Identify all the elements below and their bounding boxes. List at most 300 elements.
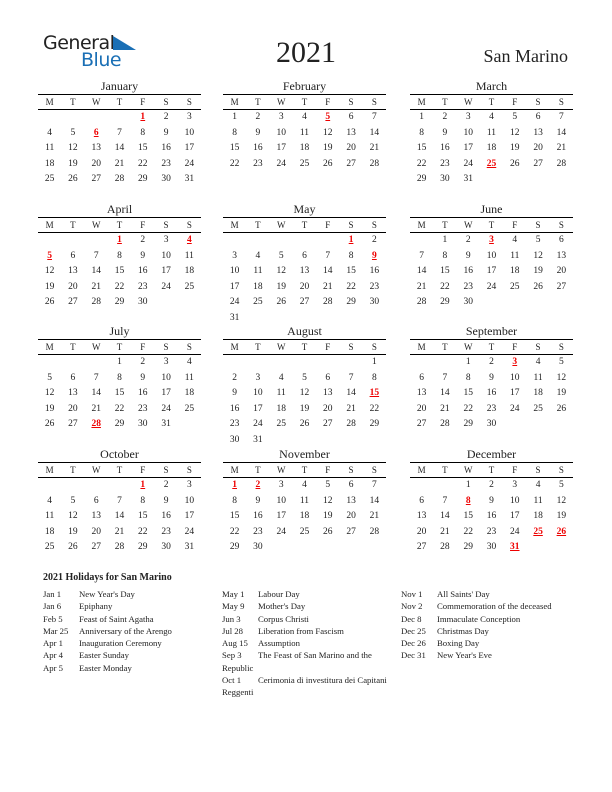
day: 14: [440, 388, 450, 398]
day: 28: [440, 419, 450, 429]
weekday-label: M: [45, 220, 54, 230]
holiday-name: Anniversary of the Arengo: [79, 625, 172, 636]
day: 19: [533, 266, 543, 276]
empty-cell: [410, 233, 433, 249]
weekday-label: T: [255, 342, 261, 352]
empty-cell: [38, 233, 61, 249]
weekday-label: S: [348, 220, 354, 230]
day: 12: [323, 127, 333, 138]
day: 24: [184, 526, 195, 537]
day: 24: [510, 403, 520, 414]
day: 15: [114, 266, 125, 276]
weekday-label: T: [255, 465, 261, 475]
day: 4: [512, 235, 518, 245]
weekday-label: S: [371, 220, 377, 230]
weekday-label: T: [488, 465, 495, 475]
day: 5: [70, 495, 76, 506]
weekday-label: T: [442, 220, 448, 230]
day: 23: [138, 403, 148, 414]
weekday-label: F: [512, 220, 518, 230]
day: 30: [463, 297, 473, 307]
day: 2: [163, 112, 169, 122]
day: 16: [486, 388, 497, 398]
day: 14: [91, 388, 101, 398]
empty-cell: [38, 355, 61, 371]
holiday-name: Corpus Christi: [258, 613, 309, 624]
holiday-date: Nov 1: [401, 589, 423, 599]
weekday-header: [38, 94, 201, 110]
weekday-label: S: [348, 342, 354, 352]
holiday-name: Inauguration Ceremony: [79, 638, 162, 649]
day: 27: [556, 281, 567, 292]
day: 21: [440, 526, 450, 537]
weekday-label: T: [255, 97, 261, 107]
day: 30: [161, 542, 171, 552]
day: 27: [91, 542, 101, 552]
month-title: June: [480, 202, 503, 216]
holiday-date: Nov 2: [401, 601, 423, 612]
day: 24: [463, 158, 473, 169]
day: 29: [346, 297, 356, 307]
day: 25: [533, 403, 543, 414]
day: 15: [440, 266, 450, 276]
holiday-item: [401, 625, 581, 637]
day: 7: [348, 372, 354, 383]
day: 23: [486, 403, 497, 414]
logo-text-general: General: [43, 32, 115, 54]
day: 8: [419, 127, 425, 138]
holiday-name: Christmas Day: [437, 625, 489, 636]
day: 31: [184, 542, 195, 552]
weekday-label: S: [371, 465, 377, 475]
day: 16: [138, 388, 148, 398]
day: 11: [184, 250, 194, 261]
day: 11: [184, 372, 194, 383]
holiday-item: [43, 613, 223, 625]
day: 4: [535, 357, 541, 367]
day: 23: [229, 419, 240, 429]
day: 14: [440, 511, 450, 521]
holiday-date: Jan 1: [43, 589, 62, 599]
day: 29: [369, 419, 380, 429]
day: 18: [184, 266, 195, 276]
day: 6: [70, 372, 76, 383]
day-grid: [410, 233, 573, 311]
empty-cell: [246, 355, 269, 371]
day: 21: [369, 143, 380, 153]
weekday-label: S: [535, 465, 541, 475]
day-grid: [38, 233, 201, 311]
holiday-name: Epiphany: [79, 601, 113, 612]
day: 29: [138, 174, 148, 184]
weekday-label: S: [186, 342, 192, 352]
holiday-date: Apr 1: [43, 638, 64, 649]
day: 11: [45, 143, 55, 153]
day: 18: [533, 388, 543, 398]
empty-cell: [270, 355, 293, 371]
day: 30: [161, 174, 171, 184]
day: 18: [299, 511, 310, 521]
holiday-day: 3: [512, 357, 518, 367]
day: 22: [138, 526, 148, 537]
weekday-label: M: [45, 97, 54, 107]
day: 17: [510, 388, 520, 398]
day: 9: [489, 372, 494, 383]
day: 12: [299, 388, 310, 398]
weekday-label: M: [45, 342, 54, 352]
day: 19: [299, 403, 310, 414]
day: 22: [114, 281, 125, 292]
day: 3: [278, 112, 284, 122]
day: 23: [463, 281, 473, 292]
day: 9: [163, 495, 169, 506]
holiday-name: All Saints' Day: [437, 589, 490, 599]
holiday-name: Easter Sunday: [79, 650, 129, 661]
day: 25: [299, 158, 310, 169]
day: 6: [535, 112, 541, 122]
weekday-label: M: [45, 465, 54, 475]
day: 19: [323, 511, 333, 521]
day: 26: [68, 174, 78, 184]
day: 7: [117, 495, 122, 506]
day: 3: [512, 480, 518, 490]
holiday-name: Mother's Day: [258, 601, 306, 612]
weekday-label: T: [488, 97, 495, 107]
empty-cell: [108, 110, 131, 126]
weekday-label: W: [91, 342, 101, 352]
day: 27: [533, 158, 543, 169]
day: 10: [184, 127, 195, 138]
day: 17: [161, 266, 171, 276]
weekday-label: T: [301, 342, 308, 352]
day: 8: [232, 127, 238, 138]
empty-cell: [85, 355, 108, 371]
month-december: [410, 447, 573, 556]
day: 11: [533, 372, 543, 383]
day: 15: [463, 388, 473, 398]
day: 31: [184, 174, 195, 184]
day: 13: [416, 511, 427, 521]
empty-cell: [61, 355, 84, 371]
day: 10: [253, 388, 263, 398]
day: 25: [44, 542, 55, 552]
day: 13: [323, 388, 333, 398]
day: 12: [510, 127, 520, 138]
day: 5: [70, 127, 76, 138]
day: 9: [140, 250, 146, 261]
day: 13: [68, 388, 78, 398]
day: 2: [442, 112, 448, 122]
day: 31: [161, 419, 171, 429]
day: 28: [416, 297, 427, 307]
day-grid: [38, 355, 201, 433]
empty-cell: [316, 233, 339, 249]
day: 10: [486, 250, 497, 261]
day-grid: [223, 355, 386, 448]
holiday-day: 25: [533, 526, 543, 537]
day: 21: [556, 143, 567, 153]
empty-cell: [85, 110, 108, 126]
day: 20: [416, 526, 427, 537]
day: 9: [255, 495, 261, 506]
empty-cell: [85, 478, 108, 494]
day: 16: [138, 266, 148, 276]
weekday-label: M: [230, 465, 239, 475]
day: 7: [117, 127, 122, 138]
month-title: May: [293, 202, 316, 216]
day: 31: [463, 174, 473, 184]
day: 20: [556, 266, 567, 276]
holiday-name: Boxing Day: [437, 638, 480, 649]
day: 31: [253, 434, 263, 445]
weekday-label: S: [348, 97, 354, 107]
day: 28: [369, 526, 380, 537]
day: 6: [419, 495, 425, 506]
day: 22: [229, 158, 240, 169]
holiday-item: [43, 637, 223, 649]
day: 6: [419, 372, 425, 383]
day: 13: [556, 250, 567, 261]
day: 12: [276, 266, 286, 276]
day: 25: [276, 419, 286, 429]
weekday-label: T: [301, 97, 308, 107]
weekday-label: S: [558, 342, 564, 352]
day: 12: [323, 495, 333, 506]
holiday-item: [222, 588, 402, 600]
day: 29: [416, 174, 427, 184]
day: 9: [163, 127, 169, 138]
day: 20: [533, 143, 543, 153]
day: 18: [533, 511, 543, 521]
weekday-label: S: [558, 465, 564, 475]
day: 7: [558, 112, 564, 122]
day-grid: [410, 110, 573, 188]
day: 3: [465, 112, 471, 122]
day: 28: [323, 297, 333, 307]
day: 26: [299, 419, 310, 429]
day: 27: [299, 297, 310, 307]
day: 6: [70, 250, 76, 261]
day: 16: [463, 266, 473, 276]
holiday-name: Assumption: [258, 638, 300, 649]
holiday-date: Dec 31: [401, 650, 426, 661]
weekday-label: S: [186, 465, 192, 475]
day: 16: [253, 511, 263, 521]
day: 22: [229, 526, 240, 537]
day: 27: [68, 297, 78, 307]
holiday-day: 1: [232, 480, 238, 490]
day: 2: [465, 235, 471, 245]
month-april: [38, 202, 201, 311]
holiday-day: 3: [489, 235, 494, 245]
day: 1: [371, 357, 377, 367]
weekday-label: W: [91, 465, 101, 475]
month-november: [223, 447, 386, 556]
month-title: September: [465, 324, 518, 338]
holiday-day: 8: [465, 495, 471, 506]
day-grid: [410, 478, 573, 556]
day: 22: [416, 158, 427, 169]
empty-cell: [316, 355, 339, 371]
weekday-label: M: [230, 220, 239, 230]
holiday-date: Feb 5: [43, 613, 63, 624]
day: 5: [535, 235, 541, 245]
day: 26: [323, 526, 333, 537]
empty-cell: [246, 233, 269, 249]
day: 24: [184, 158, 195, 169]
day: 20: [299, 281, 310, 292]
day: 11: [45, 511, 55, 521]
weekday-label: S: [163, 465, 169, 475]
day: 29: [440, 297, 450, 307]
day: 28: [369, 158, 380, 169]
weekday-label: T: [255, 220, 261, 230]
holiday-item: [401, 588, 581, 600]
day: 12: [44, 266, 55, 276]
weekday-label: M: [230, 97, 239, 107]
day: 30: [486, 542, 497, 552]
day: 3: [255, 372, 261, 383]
holiday-item: [222, 637, 402, 649]
month-september: [410, 324, 573, 433]
day: 26: [533, 281, 543, 292]
holiday-date: Mar 25: [43, 625, 69, 636]
weekday-label: W: [463, 97, 473, 107]
day: 7: [371, 480, 377, 490]
day: 8: [232, 495, 238, 506]
weekday-label: F: [512, 342, 518, 352]
weekday-label: S: [348, 465, 354, 475]
day: 27: [416, 419, 427, 429]
day: 11: [276, 388, 286, 398]
day: 25: [510, 281, 520, 292]
empty-cell: [38, 110, 61, 126]
holiday-name: New Year's Day: [79, 589, 135, 599]
day: 14: [91, 266, 101, 276]
holiday-day: 28: [91, 419, 101, 429]
day: 9: [489, 495, 494, 506]
holiday-day: 1: [117, 235, 122, 245]
day: 6: [302, 250, 307, 261]
day: 24: [276, 158, 286, 169]
holiday-item: [401, 600, 581, 612]
day: 21: [346, 403, 356, 414]
holiday-item: [401, 637, 581, 649]
day: 25: [44, 174, 55, 184]
day: 24: [253, 419, 263, 429]
day: 14: [556, 127, 567, 138]
holiday-date: Sep 3: [222, 650, 242, 661]
holiday-item: [43, 625, 223, 637]
day: 2: [232, 372, 238, 383]
day: 21: [440, 403, 450, 414]
day: 7: [93, 372, 99, 383]
holidays-heading: 2021 Holidays for San Marino: [43, 572, 172, 583]
weekday-header: [410, 94, 573, 110]
day: 20: [346, 511, 356, 521]
day: 18: [44, 526, 55, 537]
day-grid: [223, 233, 386, 326]
day: 22: [138, 158, 148, 169]
day: 21: [91, 403, 101, 414]
empty-cell: [270, 233, 293, 249]
holiday-name: New Year's Eve: [437, 650, 492, 661]
day: 15: [229, 511, 240, 521]
day: 8: [371, 372, 377, 383]
day: 1: [465, 357, 471, 367]
weekday-label: T: [301, 220, 308, 230]
country-title: San Marino: [483, 46, 568, 66]
day: 14: [323, 266, 333, 276]
empty-cell: [339, 355, 362, 371]
weekday-label: S: [186, 97, 192, 107]
day: 19: [556, 388, 567, 398]
day: 21: [369, 511, 380, 521]
day: 19: [68, 526, 78, 537]
holiday-day: 15: [369, 388, 380, 398]
day: 7: [419, 250, 425, 261]
day: 28: [114, 542, 125, 552]
day: 23: [369, 281, 380, 292]
holiday-item: [43, 600, 223, 612]
day: 8: [442, 250, 448, 261]
day: 4: [278, 372, 284, 383]
holiday-item: [401, 649, 581, 661]
month-title: October: [100, 447, 139, 461]
day: 28: [114, 174, 125, 184]
weekday-label: F: [325, 220, 331, 230]
holiday-item: [222, 649, 402, 674]
day: 27: [323, 419, 333, 429]
day: 16: [161, 511, 171, 521]
day: 16: [253, 143, 263, 153]
holiday-date: Apr 4: [43, 650, 64, 661]
weekday-label: T: [70, 342, 76, 352]
weekday-label: T: [488, 342, 495, 352]
weekday-label: F: [140, 342, 146, 352]
day: 23: [253, 158, 263, 169]
day: 6: [348, 480, 354, 490]
holiday-date: Apr 5: [43, 662, 64, 673]
weekday-label: S: [535, 342, 541, 352]
empty-cell: [108, 478, 131, 494]
holiday-date: Aug 15: [222, 638, 248, 649]
day: 9: [140, 372, 146, 383]
day: 23: [161, 526, 171, 537]
day: 20: [323, 403, 333, 414]
holiday-day: 2: [255, 480, 261, 490]
day: 22: [463, 403, 473, 414]
day: 14: [114, 143, 125, 153]
day: 30: [229, 434, 240, 445]
holiday-name: Feast of Saint Agatha: [79, 613, 154, 624]
day: 17: [161, 388, 171, 398]
weekday-label: T: [70, 465, 76, 475]
weekday-header: [410, 217, 573, 233]
empty-cell: [293, 233, 316, 249]
day: 1: [442, 235, 448, 245]
weekday-label: F: [325, 97, 331, 107]
empty-cell: [61, 110, 84, 126]
empty-cell: [85, 233, 108, 249]
weekday-label: T: [116, 220, 123, 230]
day: 3: [232, 250, 238, 261]
day: 17: [276, 143, 286, 153]
holiday-day: 25: [486, 158, 497, 169]
holiday-day: 5: [325, 112, 331, 122]
weekday-label: M: [417, 465, 426, 475]
day: 23: [138, 281, 148, 292]
